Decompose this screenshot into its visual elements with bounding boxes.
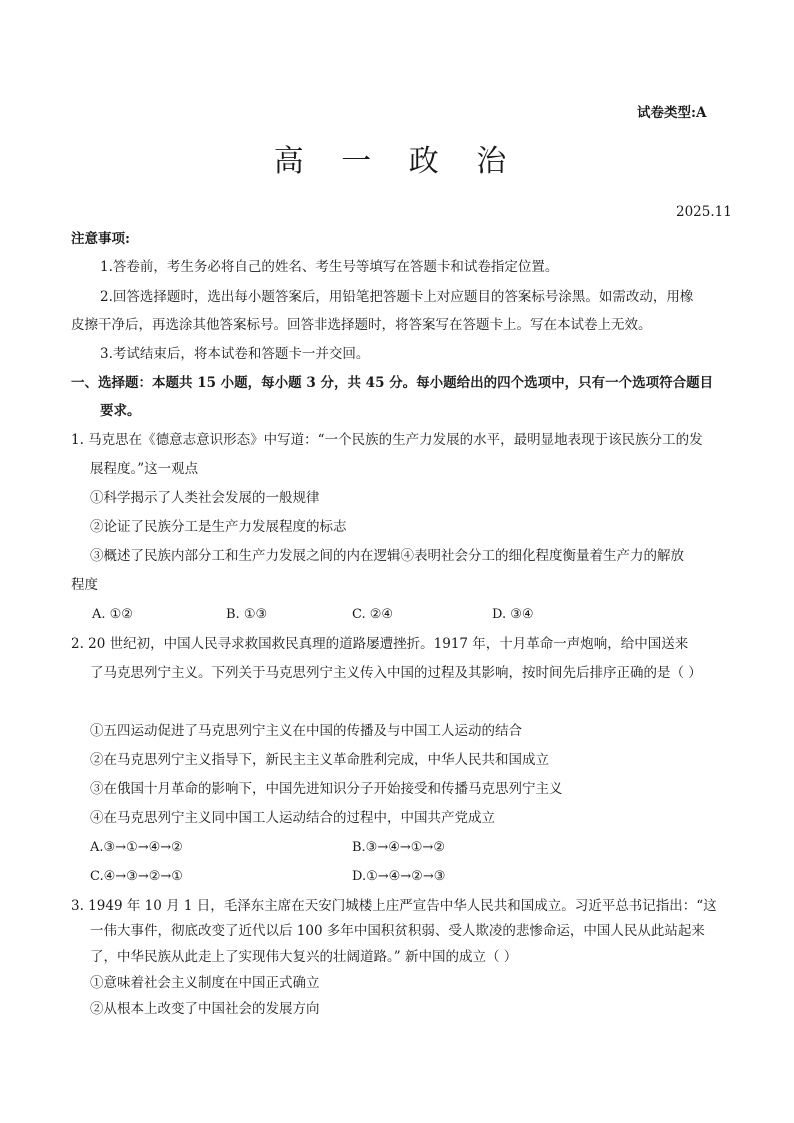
q1-option-c: C. ②④ — [352, 607, 394, 622]
q2-option-d: D.①→④→②→③ — [352, 869, 446, 884]
q1-option-d: D. ③④ — [492, 607, 534, 622]
q2-stem-line-2: 了马克思列宁主义。下列关于马克思列宁主义传入中国的过程及其影响，按时间先后排序正确的是（ ） — [90, 665, 702, 681]
q2-option-a: A.③→①→④→② — [90, 840, 183, 855]
q2-stem-line-1: 2. 20 世纪初，中国人民寻求救国救民真理的道路屡遭挫折。1917 年，十月革命一声炮响，给中国送来 — [71, 636, 689, 652]
notice-item-2-line-2: 皮擦干净后，再选涂其他答案标号。回答非选择题时，将答案写在答题卡上。写在本试卷上无效。 — [71, 317, 652, 333]
q1-statement-3-cont: 程度 — [71, 577, 98, 593]
q1-stem-line-1: 1. 马克思在《德意志意识形态》中写道：“一个民族的生产力发展的水平，最明显地表现于该民族分工的发 — [71, 432, 703, 448]
page-title: 高 一 政 治 — [273, 144, 521, 179]
notice-item-3: 3.考试结束后，将本试卷和答题卡一并交回。 — [100, 346, 370, 362]
q1-statement-2: ②论证了民族分工是生产力发展程度的标志 — [90, 519, 347, 535]
q1-option-a: A. ①② — [92, 607, 133, 622]
q2-statement-2: ②在马克思列宁主义指导下，新民主主义革命胜利完成，中华人民共和国成立 — [90, 752, 549, 768]
q2-statement-1: ①五四运动促进了马克思列宁主义在中国的传播及与中国工人运动的结合 — [90, 723, 522, 739]
q1-stem-line-2: 展程度。”这一观点 — [90, 461, 199, 477]
q2-option-b: B.③→④→①→② — [352, 840, 445, 855]
section-heading-line-2: 要求。 — [100, 403, 141, 419]
q1-statement-3: ③概述了民族内部分工和生产力发展之间的内在逻辑④表明社会分工的细化程度衡量着生产力的解放 — [90, 548, 684, 564]
q3-stem-line-1: 3. 1949 年 10 月 1 日，毛泽东主席在天安门城楼上庄严宣告中华人民共和国成立。习近平总书记指出：“这 — [71, 898, 717, 914]
notice-item-1: 1.答卷前，考生务必将自己的姓名、考生号等填写在答题卡和试卷指定位置。 — [100, 259, 559, 275]
q3-statement-2: ②从根本上改变了中国社会的发展方向 — [90, 1001, 320, 1017]
exam-type: 试卷类型:A — [637, 105, 707, 121]
notice-heading: 注意事项: — [71, 231, 130, 247]
q2-option-c: C.④→③→②→① — [90, 869, 183, 884]
section-heading-line-1: 一、选择题：本题共 15 小题，每小题 3 分，共 45 分。每小题给出的四个选项中，只有一个选项符合题目 — [71, 375, 714, 391]
q1-option-b: B. ①③ — [226, 607, 268, 622]
notice-item-2-line-1: 2.回答选择题时，选出每小题答案后，用铅笔把答题卡上对应题目的答案标号涂黑。如需改动，用橡 — [100, 289, 694, 305]
q2-statement-3: ③在俄国十月革命的影响下，中国先进知识分子开始接受和传播马克思列宁主义 — [90, 781, 563, 797]
q2-statement-4: ④在马克思列宁主义同中国工人运动结合的过程中，中国共产党成立 — [90, 810, 495, 826]
exam-date: 2025.11 — [676, 204, 732, 220]
q3-stem-line-2: 一伟大事件，彻底改变了近代以后 100 多年中国积贫积弱、受人欺凌的悲惨命运，中国人民从此站起来 — [90, 923, 705, 939]
q3-stem-line-3: 了，中华民族从此走上了实现伟大复兴的壮阔道路。” 新中国的成立（ ） — [90, 949, 518, 965]
q3-statement-1: ①意味着社会主义制度在中国正式确立 — [90, 975, 320, 991]
q1-statement-1: ①科学揭示了人类社会发展的一般规律 — [90, 490, 320, 506]
